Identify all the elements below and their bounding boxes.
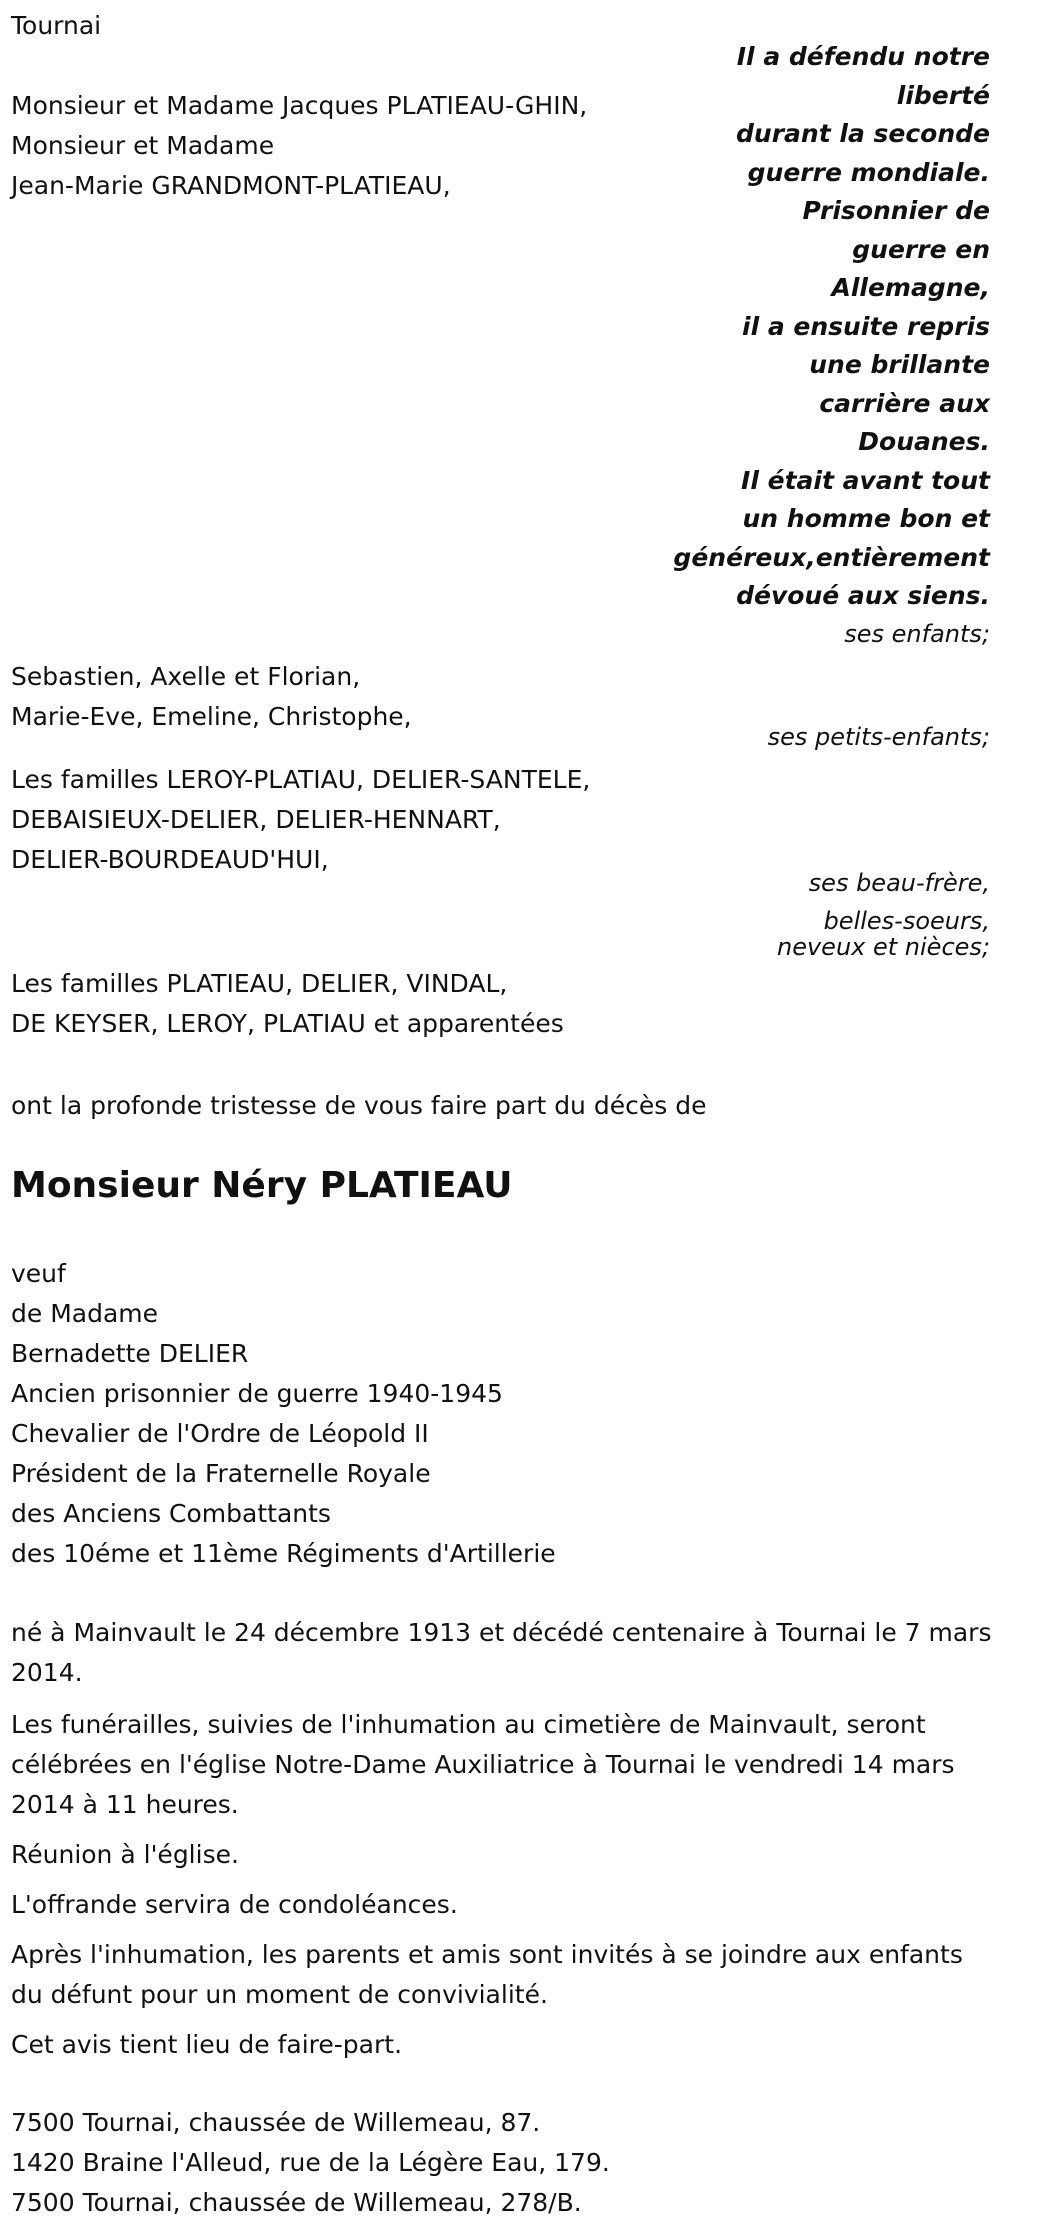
birth-death-paragraph: né à Mainvault le 24 décembre 1913 et décédé centenaire à Tournai le 7 mars 2014. (11, 1618, 992, 1687)
offering-paragraph: L'offrande servira de condoléances. (11, 1890, 458, 1919)
children-line: Jean-Marie GRANDMONT-PLATIEAU, (11, 171, 451, 200)
detail-line: de Madame (11, 1299, 159, 1328)
families-block (11, 760, 590, 880)
detail-line: Bernadette DELIER (11, 1339, 249, 1368)
tribute-line: liberté (896, 80, 990, 110)
detail-line: Chevalier de l'Ordre de Léopold II (11, 1419, 429, 1448)
tribute-line: durant la seconde (736, 119, 990, 148)
families-tag-line: neveux et nièces; (777, 933, 990, 961)
relatives-line: Les familles PLATIEAU, DELIER, VINDAL, (11, 969, 508, 998)
tribute-line: Il était avant tout (741, 465, 990, 495)
address-line: 7500 Tournai, chaussée de Willemeau, 278/B. (11, 2188, 582, 2217)
families-line: Les familles LEROY-PLATIAU, DELIER-SANTELE, (11, 765, 591, 794)
addresses-block (11, 2103, 610, 2223)
tribute-line: guerre en (852, 234, 990, 264)
relatives-block (11, 964, 564, 1044)
grandchildren-tag: ses petits-enfants; (767, 723, 990, 751)
families-tag (809, 866, 990, 900)
families-tag-2 (777, 908, 990, 960)
grandchildren-line: Sebastien, Axelle et Florian, (11, 662, 361, 691)
notice-paragraph: Cet avis tient lieu de faire-part. (11, 2030, 403, 2059)
children-line: Monsieur et Madame (11, 131, 275, 160)
city-heading: Tournai (11, 11, 102, 40)
children-tag: ses enfants; (844, 620, 990, 648)
families-tag-line: ses beau-frère, (808, 869, 990, 897)
tribute-line: dévoué aux siens. (736, 581, 990, 610)
tribute-line: Douanes. (858, 427, 990, 456)
relatives-line: DE KEYSER, LEROY, PLATIAU et apparentées (11, 1009, 564, 1038)
tribute-line: Il a défendu notre (736, 42, 990, 71)
families-line: DELIER-BOURDEAUD'HUI, (11, 845, 329, 874)
children-line: Monsieur et Madame Jacques PLATIEAU-GHIN, (11, 91, 588, 120)
funeral-paragraph: Les funérailles, suivies de l'inhumation au cimetière de Mainvault, seront célébrées en l'église Notre-Dame Auxiliatrice à Tournai le vendredi 14 mars 2014 à 11 heures. (11, 1710, 955, 1819)
families-line: DEBAISIEUX-DELIER, DELIER-HENNART, (11, 805, 501, 834)
tribute-line: généreux,entièrement (673, 542, 990, 572)
address-line: 1420 Braine l'Alleud, rue de la Légère Eau, 179. (11, 2148, 610, 2177)
tribute-text (670, 38, 990, 616)
grandchildren-line: Marie-Eve, Emeline, Christophe, (11, 702, 412, 731)
after-paragraph: Après l'inhumation, les parents et amis sont invités à se joindre aux enfants du défunt pour un moment de convivialité. (11, 1940, 963, 2009)
tribute-line: Prisonnier de (802, 196, 990, 225)
address-line: 7500 Tournai, chaussée de Willemeau, 87. (11, 2108, 541, 2137)
children-block (11, 86, 587, 206)
detail-line: veuf (11, 1259, 66, 1288)
tribute-line: Allemagne, (831, 273, 990, 302)
announcement-text: ont la profonde tristesse de vous faire part du décès de (11, 1091, 707, 1120)
grandchildren-block (11, 657, 412, 737)
meeting-paragraph: Réunion à l'église. (11, 1840, 239, 1869)
detail-line: des Anciens Combattants (11, 1499, 331, 1528)
deceased-name: Monsieur Néry PLATIEAU (11, 1165, 513, 1206)
details-block (11, 1254, 556, 1574)
tribute-line: un homme bon et (742, 504, 990, 533)
tribute-line: guerre mondiale. (747, 157, 990, 187)
tribute-line: une brillante (809, 350, 990, 379)
detail-line: des 10éme et 11ème Régiments d'Artillerie (11, 1539, 556, 1568)
families-tag-line: belles-soeurs, (823, 907, 990, 935)
tribute-line: il a ensuite repris (742, 311, 990, 341)
detail-line: Président de la Fraternelle Royale (11, 1459, 431, 1488)
tribute-line: carrière aux (819, 388, 990, 418)
detail-line: Ancien prisonnier de guerre 1940-1945 (11, 1379, 503, 1408)
